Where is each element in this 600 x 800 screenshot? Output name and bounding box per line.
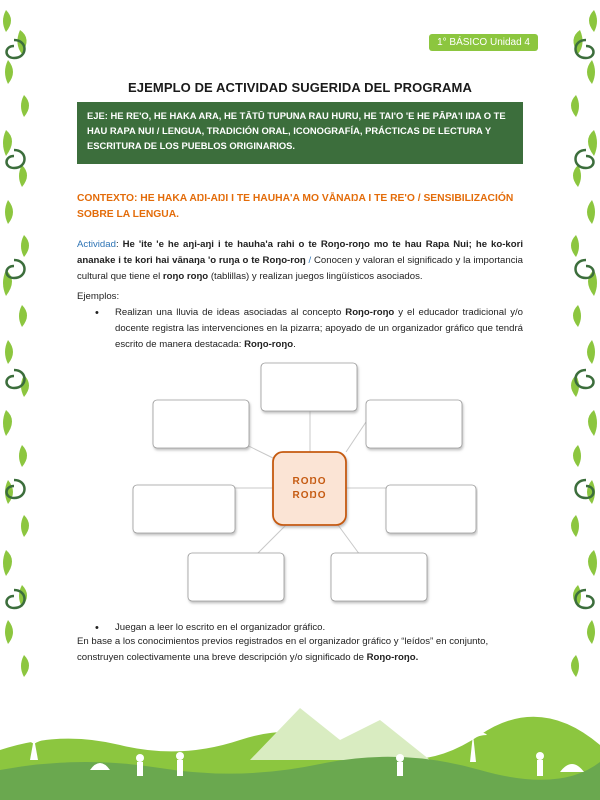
closing-paragraph [77,634,523,666]
organizer-box-top [261,363,357,411]
eje-box: EJE: HE RE'O, HE HAKA ARA, HE TĀTŪ TUPUNA RAU HURU, HE TAI'O 'E HE PĀPA'I IŊA O TE HAU RAPA NUI / LENGUA, TRADICIÓN ORAL, ICONOGRAFÍA, PRÁCTICAS DE LECTURA Y ESCRITURA DE LOS PUEBLOS ORIGINARIOS. [77,102,523,164]
organizer-center-line-2: ROŊO [292,490,327,501]
closing-text: En base a los conocimientos previos registrados en el organizador gráfico y “leídos” en conjunto, construyen colectivamente una breve descripción y/o significado de [77,636,489,663]
organizer-box-upper-right [366,400,462,448]
closing-term: Roŋo-roŋo. [366,652,419,663]
organizer-box-upper-left [153,400,249,448]
graphic-organizer [128,360,478,615]
bullet-1-text [115,305,523,353]
organizer-box-lower-right [331,553,427,601]
actividad-bold-term: roŋo roŋo [162,271,209,282]
organizer-box-middle-left [133,485,235,533]
actividad-label: Actividad [77,239,116,250]
bullet-2-text: Juegan a leer lo escrito en el organizador gráfico. [115,622,326,633]
actividad-paragraph [77,237,523,285]
bullet-1-term-b: Roŋo-roŋo [244,339,294,350]
bullet-dot: • [95,307,99,319]
bullet-1-term-a: Roŋo-roŋo [345,307,395,318]
organizer-box-lower-left [188,553,284,601]
footer-landscape-illustration [0,690,600,800]
ejemplos-label: Ejemplos: [77,291,120,302]
actividad-rapanui-text: He 'ite 'e he aŋi-aŋi i te hauha'a rahi o te Roŋo-roŋo mo te hau Rapa Nui; he ko-kori ananake i te kori hai vānaŋa 'o ruŋa o te Roŋo-roŋ [77,239,523,266]
left-decorative-border [0,0,42,730]
actividad-spanish-text-a: Conocen y valoran el significado y la importancia cultural que tiene el [77,255,523,282]
actividad-separator: : [115,239,123,250]
bullet-item-1 [95,305,523,353]
organizer-center-box [273,452,346,525]
bullet-1-text-a: Realizan una lluvia de ideas asociadas al concepto [115,307,346,318]
contexto-heading: CONTEXTO: HE HAKA AŊI-AŊI I TE HAUHA'A MO VĀNAŊA I TE RE'O / SENSIBILIZACIÓN SOBRE LA LENGUA. [77,193,514,220]
right-decorative-border [558,0,600,730]
grade-unit-badge: 1° BÁSICO Unidad 4 [429,34,538,51]
organizer-center-line-1: ROŊO [292,476,327,487]
bullet-dot: • [95,622,99,634]
bullet-1-period: . [293,339,296,350]
page-title: EJEMPLO DE ACTIVIDAD SUGERIDA DEL PROGRAMA [128,80,472,95]
organizer-box-middle-right [386,485,476,533]
bullet-1-text-c: y el educador tradicional y/o docente registra las intervenciones en la pizarra; apoyado de un organizador gráfico que tendrá escrito de manera destacada: [115,307,524,350]
actividad-spanish-text-b: (tablillas) y realizan juegos lingüísticos asociados. [208,271,423,282]
actividad-slash: / [305,255,314,266]
